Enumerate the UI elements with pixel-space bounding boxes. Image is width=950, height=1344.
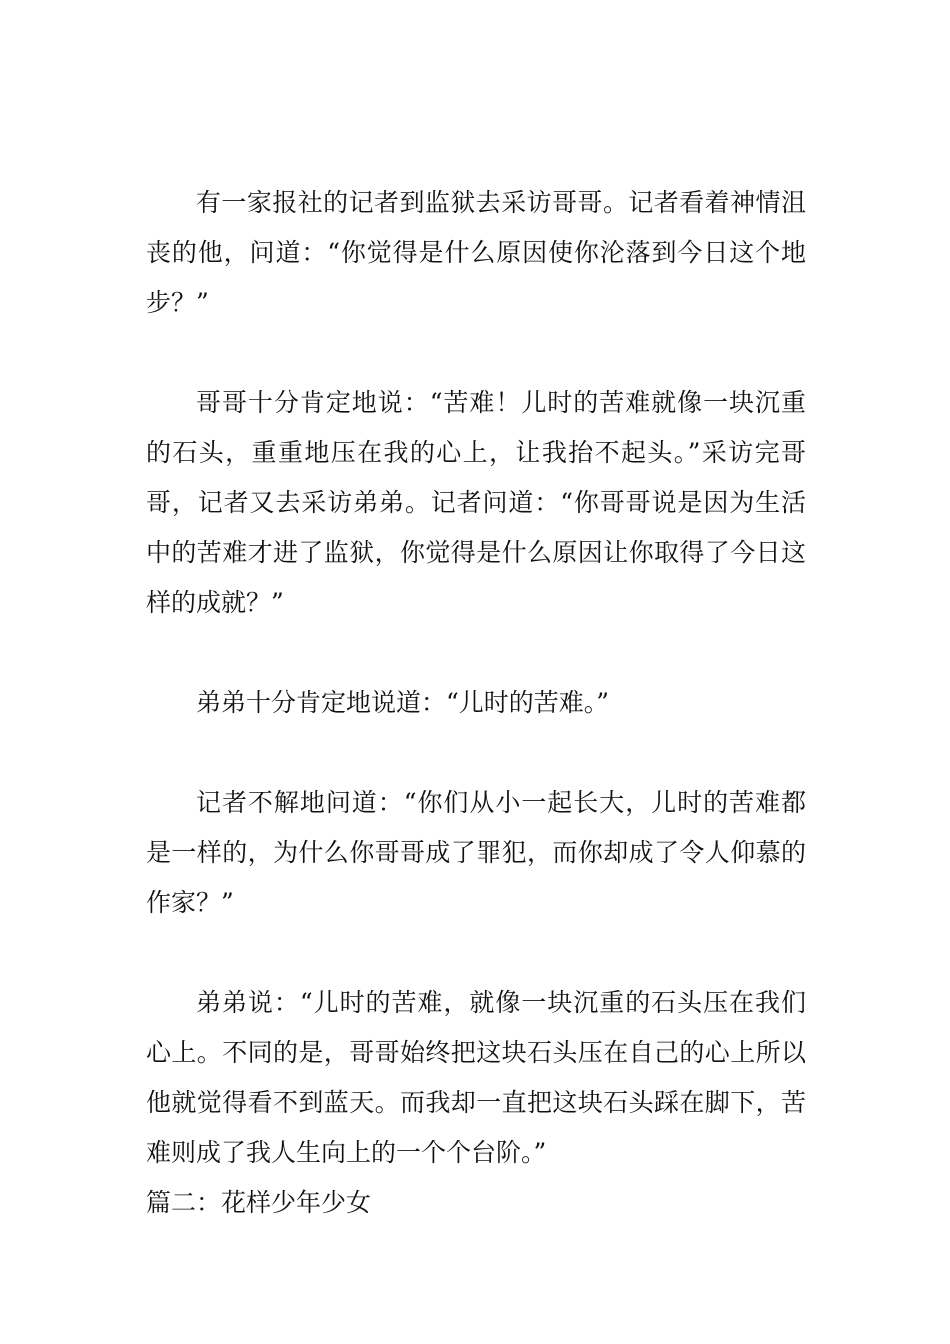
paragraph-gap (146, 328, 806, 378)
paragraph-reporter-question: 记者不解地问道：“你们从小一起长大，儿时的苦难都是一样的，为什么你哥哥成了罪犯，而你却成了令人仰慕的作家？” (146, 788, 806, 917)
document-page (146, 178, 806, 1228)
paragraph-brother-answer: 哥哥十分肯定地说：“苦难！儿时的苦难就像一块沉重的石头，重重地压在我的心上，让我抬不起头。”采访完哥哥，记者又去采访弟弟。记者问道：“你哥哥说是因为生活中的苦难才进了监狱，你觉得是什么原因让你取得了今日这样的成就？” (146, 388, 806, 617)
paragraph-gap (146, 728, 806, 778)
paragraph-gap (146, 628, 806, 678)
paragraph-interview-brother: 有一家报社的记者到监狱去采访哥哥。记者看着神情沮丧的他，问道：“你觉得是什么原因使你沦落到今日这个地步？” (146, 188, 806, 317)
paragraph-younger-explanation: 弟弟说：“儿时的苦难，就像一块沉重的石头压在我们心上。不同的是，哥哥始终把这块石头压在自己的心上所以他就觉得看不到蓝天。而我却一直把这块石头踩在脚下，苦难则成了我人生向上的一个个台阶。” (146, 988, 806, 1167)
paragraph-younger-answer: 弟弟十分肯定地说道：“儿时的苦难。” (196, 688, 610, 717)
section-heading: 篇二：花样少年少女 (146, 1188, 372, 1217)
paragraph-gap (146, 928, 806, 978)
